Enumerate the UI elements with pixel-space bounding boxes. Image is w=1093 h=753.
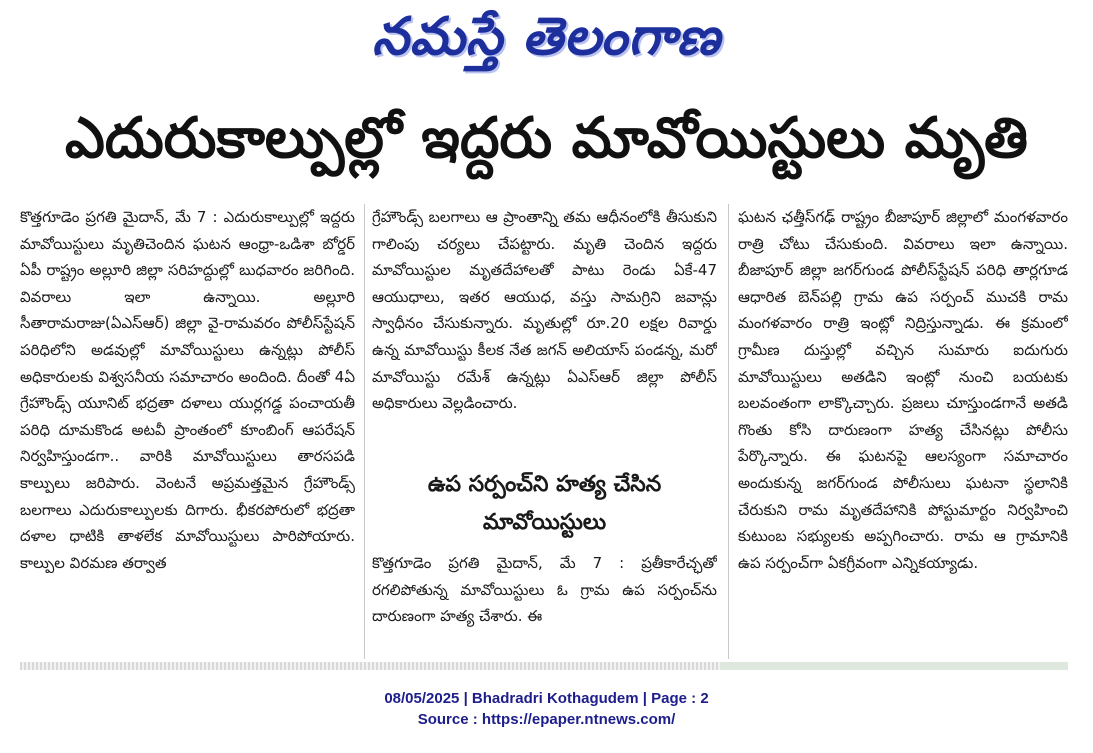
column-divider — [728, 204, 729, 659]
masthead — [0, 4, 1093, 82]
article-headline: ఎదురుకాల్పుల్లో ఇద్దరు మావోయిస్టులు మృతి — [65, 105, 1028, 171]
column-2-text: గ్రేహౌండ్స్ బలగాలు ఆ ప్రాంతాన్ని తమ ఆధీనంలోకి తీసుకుని గాలింపు చర్యలు చేపట్టారు. మృతి చెందిన ఇద్దరు మావోయిస్టుల మృతదేహాలతో పాటు రెండు ఏకే-47 ఆయుధాలు, ఇతర ఆయుధ, వస్తు సామగ్రిని జవాన్లు స్వాధీనం చేసుకున్నారు. మృతుల్లో రూ.20 లక్షల రివార్డు ఉన్న మావోయిస్టు కీలక నేత జగన్ అలియాస్ పండన్న, మరో మావోయిస్టు రమేశ్ ఉన్నట్లు ఏఎస్ఆర్ జిల్లా పోలీస్ అధికారులు వెల్లడించారు. — [372, 208, 717, 413]
article-column-2 — [372, 204, 717, 664]
page-footer — [0, 688, 1093, 730]
edition-info: 08/05/2025 | Bhadradri Kothagudem | Page : 2 — [384, 690, 709, 707]
article-body — [20, 204, 1070, 668]
article-column-1 — [20, 204, 355, 664]
subheadline-line-1: ఉప సర్పంచ్‌ని హత్య చేసిన — [427, 472, 662, 497]
article-column-3 — [738, 204, 1068, 664]
page-bottom-accent — [720, 662, 1068, 670]
article-subheadline — [372, 466, 717, 542]
column-2-second-story-text: కొత్తగూడెం ప్రగతి మైదాన్, మే 7 : ప్రతీకారేచ్ఛతో రగలిపోతున్న మావోయిస్టులు ఓ గ్రామ ఉప సర్పంచ్‌ను దారుణంగా హత్య చేశారు. ఈ — [372, 554, 717, 626]
source-link[interactable]: Source : https://epaper.ntnews.com/ — [417, 711, 676, 728]
column-divider — [364, 204, 365, 659]
column-3-text: ఘటన ఛత్తీస్‌గఢ్ రాష్ట్రం బీజాపూర్ జిల్లాలో మంగళవారం రాత్రి చోటు చేసుకుంది. వివరాలు ఇలా ఉన్నాయి. బీజాపూర్ జిల్లా జగర్‌గుండ పోలీస్‌స్టేషన్ పరిధి తార్లగూడ ఆధారిత బెన్‌పల్లి గ్రామ ఉప సర్పంచ్ ముచకి రామ మంగళవారం రాత్రి ఇంట్లో నిద్రిస్తున్నాడు. ఈ క్రమంలో గ్రామీణ దుస్తుల్లో వచ్చిన సుమారు ఐదుగురు మావోయిస్టులు అతడిని ఇంట్లో నుంచి బయటకు బలవంతంగా లాక్కొచ్చారు. ప్రజలు చూస్తుండగానే అతడి గొంతు కోసి దారుణంగా హత్య చేసినట్లు పోలీసు పేర్కొన్నారు. ఈ ఘటనపై ఆలస్యంగా సమాచారం అందుకున్న జగర్‌గుండ పోలీసులు ఘటనా స్థలానికి చేరుకుని రామ మృతదేహానికి పోస్టుమార్టం నిర్వహించి కుటుంబ సభ్యులకు అప్పగించారు. రామ ఆ గ్రామానికి ఉప సర్పంచ్‌గా ఏకగ్రీవంగా ఎన్నికయ్యాడు. — [738, 208, 1068, 572]
newspaper-logo: నమస్తే తెలంగాణ — [372, 6, 721, 67]
column-1-text: కొత్తగూడెం ప్రగతి మైదాన్, మే 7 : ఎదురుకాల్పుల్లో ఇద్దరు మావోయిస్టులు మృతిచెందిన ఘటన ఆంధ్రా-ఒడిశా బోర్డర్ ఏపీ రాష్ట్రం అల్లూరి జిల్లా సరిహద్దుల్లో బుధవారం జరిగింది. వివరాలు ఇలా ఉన్నాయి. అల్లూరి సీతారామరాజు(ఏఎస్ఆర్) జిల్లా వై-రామవరం పోలీస్‌స్టేషన్ పరిధిలోని అడవుల్లో మావోయిస్టులు ఉన్నట్లు పోలీస్ అధికారులకు విశ్వసనీయ సమాచారం అందింది. దీంతో 4ఏ గ్రేహౌండ్స్ యూనిట్ భద్రతా దళాలు యుర్లగడ్డ పంచాయతీ పరిధి దూమకొండ అటవీ ప్రాంతంలో కూంబింగ్ ఆపరేషన్ నిర్వహిస్తుండగా.. వారికి మావోయిస్టులు తారసపడి కాల్పులు జరిపారు. వెంటనే అప్రమత్తమైన గ్రేహౌండ్స్ బలగాలు ఎదురుకాల్పులకు దిగారు. భీకరపోరులో భద్రతా దళాల ధాటికి తాళలేక మావోయిస్టులు పారిపోయారు. కాల్పుల విరమణ తర్వాత — [20, 208, 355, 572]
subheadline-line-2: మావోయిస్టులు — [482, 510, 607, 535]
